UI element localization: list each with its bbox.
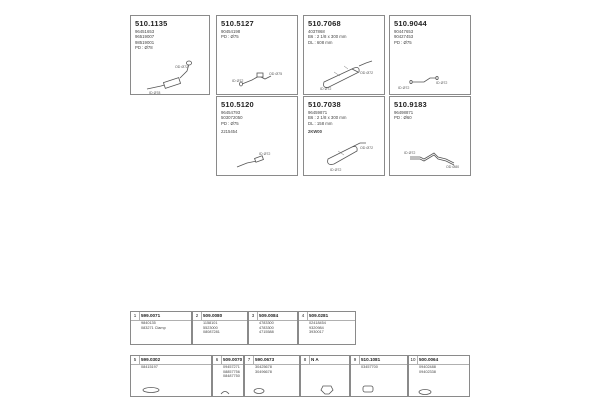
part-card-510-9183[interactable] bbox=[389, 96, 471, 176]
item-index: 2 bbox=[193, 312, 202, 320]
dimension-label: ID Ø72 bbox=[330, 168, 342, 172]
accessory-cell[interactable] bbox=[244, 355, 300, 397]
item-index: 8 bbox=[301, 356, 310, 364]
clamp-diagram bbox=[213, 356, 245, 398]
part-number: 510.1135 bbox=[135, 19, 168, 28]
dimension-label: OD Ø75 bbox=[269, 72, 283, 76]
part-number: 510.9044 bbox=[394, 19, 427, 28]
pipe-diagram bbox=[217, 97, 299, 177]
reference-list: 03457700 bbox=[361, 365, 378, 369]
reference-list: 96498871 PD : Ø60 bbox=[394, 110, 414, 121]
dimension-label: OD Ø72 bbox=[360, 71, 374, 75]
part-number: 510.7038 bbox=[308, 100, 341, 109]
dimension-label: ID Ø72 bbox=[404, 151, 416, 155]
part-card-510-5127[interactable] bbox=[216, 15, 298, 95]
accessory-cell[interactable] bbox=[212, 355, 244, 397]
part-number: 510.7068 bbox=[308, 19, 341, 28]
part-card-510-5120[interactable] bbox=[216, 96, 298, 176]
accessory-cell[interactable] bbox=[130, 311, 192, 345]
dimension-label: ID Ø72 bbox=[232, 79, 244, 83]
dimension-label: ID Ø78 bbox=[149, 91, 161, 95]
item-index: 10 bbox=[409, 356, 418, 364]
reference-list: 90454198 PD : Ø75 bbox=[221, 29, 241, 40]
pipe-diagram bbox=[131, 16, 211, 96]
gasket-diagram bbox=[131, 356, 213, 398]
accessory-cell[interactable] bbox=[408, 355, 470, 397]
pipe-diagram bbox=[390, 16, 472, 96]
hanger-diagram bbox=[245, 356, 301, 398]
item-index: 4 bbox=[299, 312, 308, 320]
reference-list: 30425678 30496678 bbox=[255, 365, 272, 374]
dimension-label: ID Ø72 bbox=[436, 81, 448, 85]
accessory-code: 509.0080 bbox=[203, 313, 223, 318]
accessory-cell[interactable] bbox=[248, 311, 298, 345]
dimension-label: OD Ø80 bbox=[446, 165, 460, 169]
muffler-diagram bbox=[304, 16, 386, 96]
item-index: 3 bbox=[249, 312, 258, 320]
part-card-510-1135[interactable] bbox=[130, 15, 210, 95]
reference-list: 4037868 B6 : 2 1/8 x 300 mm DL : 608 mm bbox=[308, 29, 347, 45]
reference-list: 09457271 08857756 08487750 bbox=[223, 365, 240, 379]
accessory-code: 500.0064 bbox=[419, 357, 439, 362]
part-number: 510.9183 bbox=[394, 100, 427, 109]
part-number: 510.5120 bbox=[221, 100, 254, 109]
accessory-cell[interactable] bbox=[130, 355, 212, 397]
accessory-cell[interactable] bbox=[192, 311, 248, 345]
item-index: 1 bbox=[131, 312, 140, 320]
reference-list: 09402488 09402338 bbox=[419, 365, 436, 374]
part-number: 510.5127 bbox=[221, 19, 254, 28]
item-index: 7 bbox=[245, 356, 254, 364]
reference-list: 96459871 B6 : 2 1/8 x 300 mm DL : 158 mm bbox=[308, 110, 347, 126]
accessory-code: 509.0084 bbox=[259, 313, 279, 318]
reference-list: 02418454 9320984 3930017 bbox=[309, 321, 326, 335]
accessory-code: 599.0071 bbox=[141, 313, 161, 318]
reference-list: 4783300 4783300 4715588 bbox=[259, 321, 274, 335]
gasket-diagram bbox=[351, 356, 409, 398]
reference-list: 08415197 bbox=[141, 365, 158, 369]
dimension-label: ID Ø72 bbox=[259, 152, 271, 156]
item-index: 5 bbox=[131, 356, 140, 364]
dimension-label: ID Ø72 bbox=[320, 87, 332, 91]
accessory-cell[interactable] bbox=[298, 311, 356, 345]
pipe-diagram bbox=[217, 16, 299, 96]
reference-list: 96454793 503072050 PD : Ø75 bbox=[221, 110, 243, 126]
item-index: 9 bbox=[351, 356, 360, 364]
pipe-diagram bbox=[390, 97, 472, 177]
part-card-510-9044[interactable] bbox=[389, 15, 471, 95]
part-card-510-7068[interactable] bbox=[303, 15, 385, 95]
dimension-label: OD Ø72 bbox=[175, 65, 189, 69]
reference-list: 96451653 96519007 98519001 PD : Ø78 bbox=[135, 29, 155, 51]
reference-list: 1158101 5523000 08087281 bbox=[203, 321, 220, 335]
dimension-label: ID Ø72 bbox=[398, 86, 410, 90]
accessory-code: 599.0302 bbox=[141, 357, 161, 362]
item-index: 6 bbox=[213, 356, 222, 364]
reference-list: 9840135 083271 Clamp bbox=[141, 321, 166, 330]
clamp-diagram bbox=[409, 356, 471, 398]
bracket-diagram bbox=[301, 356, 351, 398]
accessory-cell[interactable] bbox=[300, 355, 350, 397]
accessory-code: 509.0281 bbox=[309, 313, 329, 318]
part-card-510-7038[interactable] bbox=[303, 96, 385, 176]
accessory-cell[interactable] bbox=[350, 355, 408, 397]
accessory-code: 590.0673 bbox=[255, 357, 275, 362]
accessory-code: 509.0070 bbox=[223, 357, 243, 362]
muffler-diagram bbox=[304, 97, 386, 177]
dimension-label: OD Ø72 bbox=[360, 146, 374, 150]
accessory-code: N A bbox=[311, 357, 319, 362]
extra-reference: 2215454 bbox=[221, 129, 238, 134]
accessory-code: 510.1081 bbox=[361, 357, 381, 362]
reference-list: 90447653 90427453 PD : Ø75 bbox=[394, 29, 414, 45]
extra-reference: 2KW00 bbox=[308, 129, 322, 134]
